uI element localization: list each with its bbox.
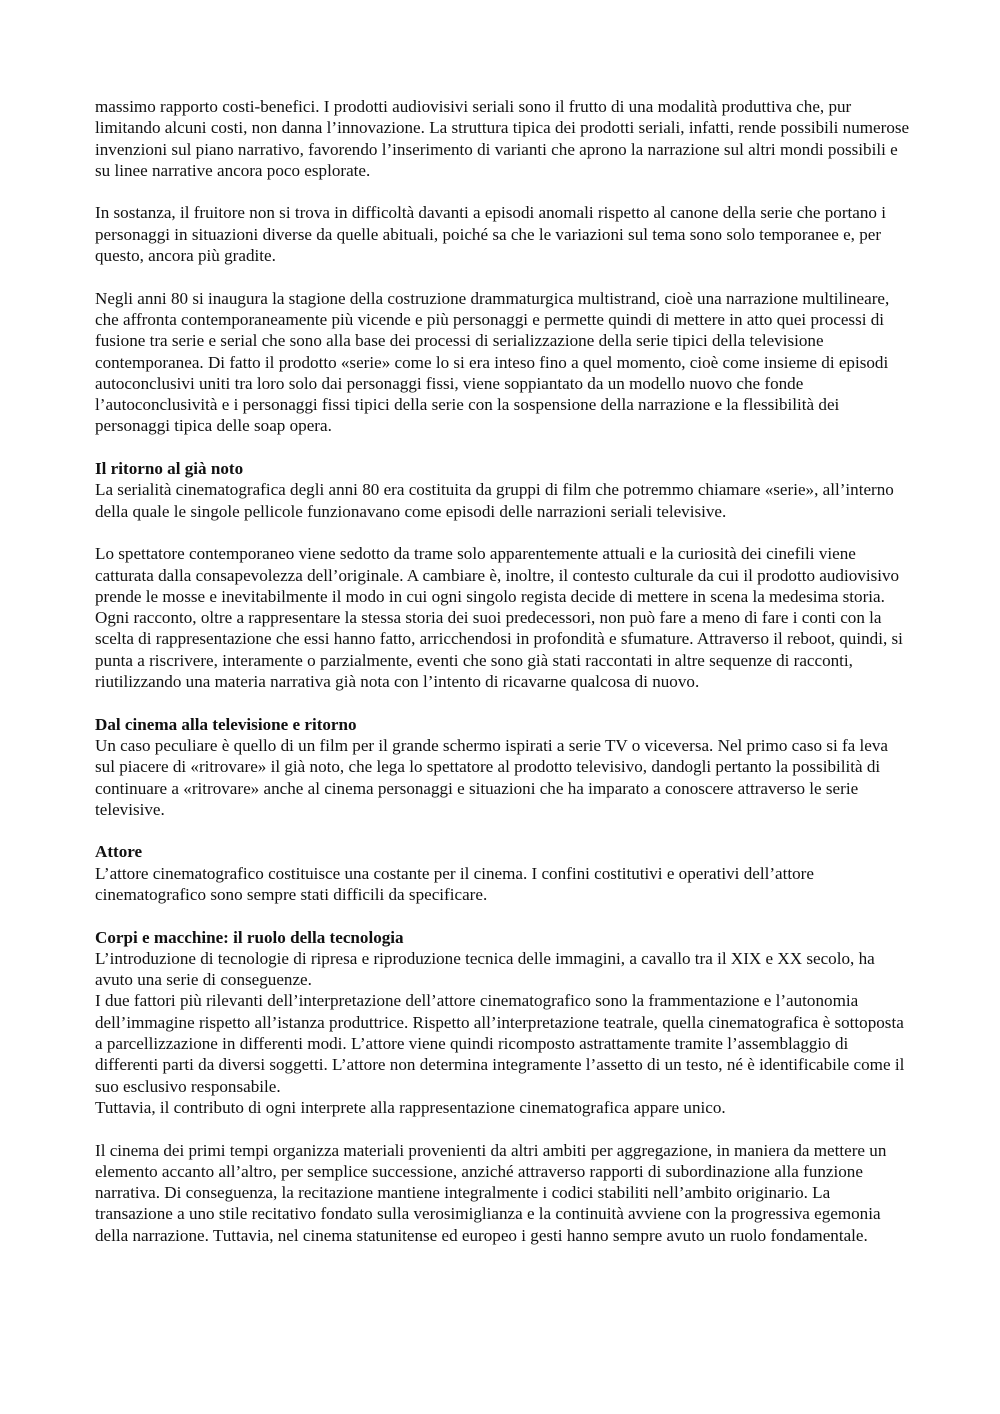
section-cinema-televisione: [95, 714, 910, 820]
section-ritorno-gia-noto: [95, 458, 910, 522]
section-body: Un caso peculiare è quello di un film per il grande schermo ispirati a serie TV o viceversa. Nel primo caso si fa leva sul piacere di «ritrovare» il già noto, che lega lo spettatore al prodotto televisivo, dandogli pertanto la possibilità di continuare a «ritrovare» anche al cinema personaggi e situazioni che ha imparato a conoscere attraverso le serie televisive.: [95, 735, 889, 819]
section-body: Il cinema dei primi tempi organizza materiali provenienti da altri ambiti per aggregazione, in maniera da mettere un elemento accanto all’altro, per semplice successione, anziché attraverso rapporti di subordinazione alla funzione narrativa. Di conseguenza, la recitazione mantiene integralmente i codici stabiliti nell’ambito originario. La transazione a uno stile recitativo fondato sulla verosimiglianza e la continuità avviene con la progressiva egemonia della narrazione. Tuttavia, nel cinema statunitense ed europeo i gesti hanno sempre avuto un ruolo fondamentale.: [95, 1140, 887, 1245]
section-corpi-macchine: [95, 927, 910, 1119]
section-body: Lo spettatore contemporaneo viene sedotto da trame solo apparentemente attuali e la curiosità dei cinefili viene catturata dalla consapevolezza dell’originale. A cambiare è, inoltre, il contesto culturale da cui il prodotto audiovisivo prende le mosse e inevitabilmente il modo in cui ogni singolo regista decide di mettere in scena la medesima storia. Ogni racconto, oltre a rappresentare la stessa storia dei suoi predecessori, non può fare a meno di fare i conti con la scelta di rappresentazione che essi hanno fatto, arricchendosi in profondità e sfumature. Attraverso il reboot, quindi, si punta a riscrivere, interamente o parzialmente, eventi che sono già stati raccontati in altre sequenze di racconti, riutilizzando una materia narrativa già nota con l’intento di ricavarne qualcosa di nuovo.: [95, 544, 903, 692]
section-body: L’attore cinematografico costituisce una costante per il cinema. I confini costitutivi e operativi dell’attore cinematografico sono sempre stati difficili da specificare.: [95, 863, 814, 904]
section-heading: Corpi e macchine: il ruolo della tecnologia: [95, 927, 404, 947]
paragraph-fruitore: In sostanza, il fruitore non si trova in difficoltà davanti a episodi anomali rispetto al canone della serie che portano i personaggi in situazioni diverse da quelle abituali, poiché sa che le variazioni sul tema sono solo temporanee e, per questo, ancora più gradite.: [95, 203, 886, 266]
section-body: La serialità cinematografica degli anni 80 era costituita da gruppi di film che potremmo chiamare «serie», all’interno della quale le singole pellicole funzionavano come episodi delle narrazioni seriali televisive.: [95, 480, 894, 521]
section-heading: Il ritorno al già noto: [95, 459, 244, 479]
section-reboot: [95, 543, 910, 692]
paragraph-cost-benefit: massimo rapporto costi-benefici. I prodotti audiovisivi seriali sono il frutto di una modalità produttiva che, pur limitando alcuni costi, non danna l’innovazione. La struttura tipica dei prodotti seriali, infatti, rende possibili numerose invenzioni sul piano narrativo, favorendo l’inserimento di varianti che aprono la narrazione sul altri mondi possibili e su linee narrative ancora poco esplorate.: [95, 97, 910, 180]
section-attore: [95, 841, 910, 905]
paragraph-multistrand: Negli anni 80 si inaugura la stagione della costruzione drammaturgica multistrand, cioè una narrazione multilineare, che affronta contemporaneamente più vicende e più personaggi e permette quindi di mettere in atto quei processi di fusione tra serie e serial che sono alla base dei processi di serializzazione della serie tipici della televisione contemporanea. Di fatto il prodotto «serie» come lo si era inteso fino a quel momento, cioè come insieme di episodi autoconclusivi uniti tra loro solo dai personaggi fissi, viene soppiantato da un modello nuovo che fonde l’autoconclusività e i personaggi fissi tipici della serie con la sospensione della narrazione e la flessibilità dei personaggi tipica delle soap opera.: [95, 288, 890, 436]
section-cinema-primi-tempi: [95, 1140, 910, 1246]
document-page: [95, 96, 910, 1267]
section-heading: Dal cinema alla televisione e ritorno: [95, 714, 357, 734]
section-body: L’introduzione di tecnologie di ripresa e riproduzione tecnica delle immagini, a cavallo tra il XIX e XX secolo, ha avuto una serie di conseguenze. I due fattori più rilevanti dell’interpretazione dell’attore cinematografico sono la frammentazione e l’autonomia dell’immagine rispetto all’istanza produttrice. Rispetto all’interpretazione teatrale, quella cinematografica è sottoposta a parcellizzazione in differenti modi. L’attore viene quindi ricomposto astrattamente tramite l’assemblaggio di differenti parti da diversi soggetti. L’attore non determina integramente l’assetto di un testo, né è identificabile come il suo esclusivo responsabile. Tuttavia, il contributo di ogni interprete alla rappresentazione cinematografica appare unico.: [95, 948, 905, 1117]
section-heading: Attore: [95, 842, 143, 862]
